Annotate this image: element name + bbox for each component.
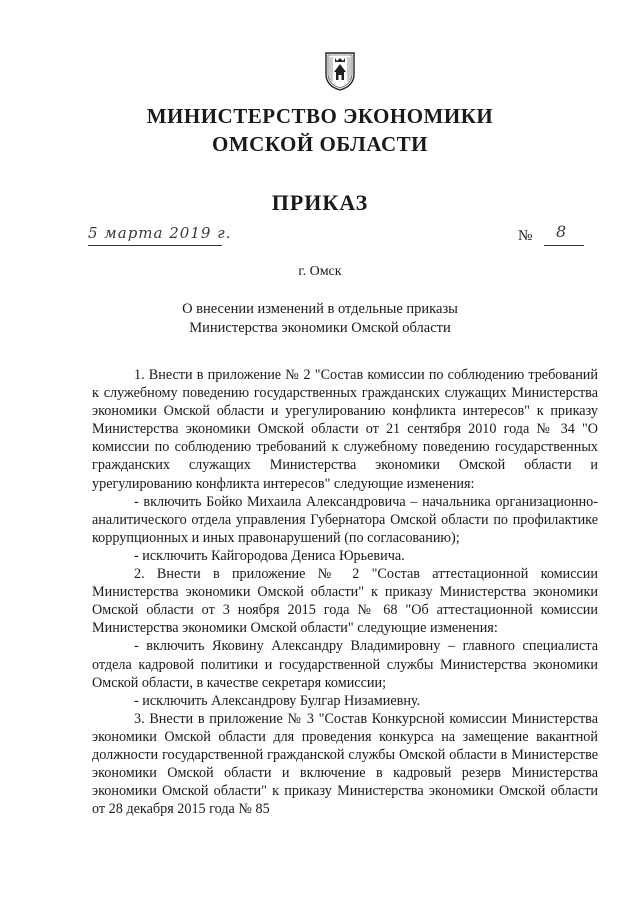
document-type-title: ПРИКАЗ [271,190,369,215]
order-body [92,366,598,818]
number-underline [544,245,584,246]
handwritten-date: 5 марта 2019 г. [88,224,232,242]
paragraph-3: 3. Внести в приложение № 3 "Состав Конкурсной комиссии Министерства экономики Омской области для проведения конкурса на замещение вакантной должности государственной гражданской службы Омской области в Министерстве экономики Омской области и включение в кадровый резерв Министерства экономики Омской области" к приказу Министерства экономики Омской области от 28 декабря 2015 года № 85 [92,710,598,818]
date-underline [88,245,222,246]
omsk-coat-of-arms-icon [323,50,357,92]
paragraph-2-include: - включить Яковину Александру Владимировну – главного специалиста отдела кадровой политики и государственной службы Министерства экономики Омской области, в качестве секретаря комиссии; [92,638,598,691]
paragraph-1-include: - включить Бойко Михаила Александровича – начальника организационно-аналитического отдела управления Губернатора Омской области по профилактике коррупционных и иных правонарушений (по согласованию); [92,493,598,546]
ministry-name-line1: МИНИСТЕРСТВО ЭКОНОМИКИ [146,104,494,128]
number-label: № [518,228,533,244]
order-subject: О внесении изменений в отдельные приказы Министерства экономики Омской области [182,301,458,336]
paragraph-1: 1. Внести в приложение № 2 "Состав комиссии по соблюдению требований к служебному поведению государственных гражданских служащих Министерства экономики Омской области и урегулированию конфликта интересов" к приказу Министерства экономики Омской области от 21 сентября 2010 года № 34 "О комиссии по соблюдению требований к служебному поведению государственных гражданских служащих Министерства экономики Омской области и урегулированию конфликта интересов" следующие изменения: [92,367,598,492]
handwritten-number: 8 [556,222,567,241]
paragraph-2: 2. Внести в приложение № 2 "Состав аттестационной комиссии Министерства экономики Омской области" к приказу Министерства экономики Омской области от 3 ноября 2015 года № 68 "Об аттестационной комиссии Министерства экономики Омской области" следующие изменения: [92,566,598,637]
ministry-name-line2: ОМСКОЙ ОБЛАСТИ [212,132,428,156]
paragraph-1-exclude: - исключить Кайгородова Дениса Юрьевича. [134,547,405,564]
paragraph-2-exclude: - исключить Александрову Булгар Низамиевну. [134,692,421,709]
city-label: г. Омск [298,264,342,279]
